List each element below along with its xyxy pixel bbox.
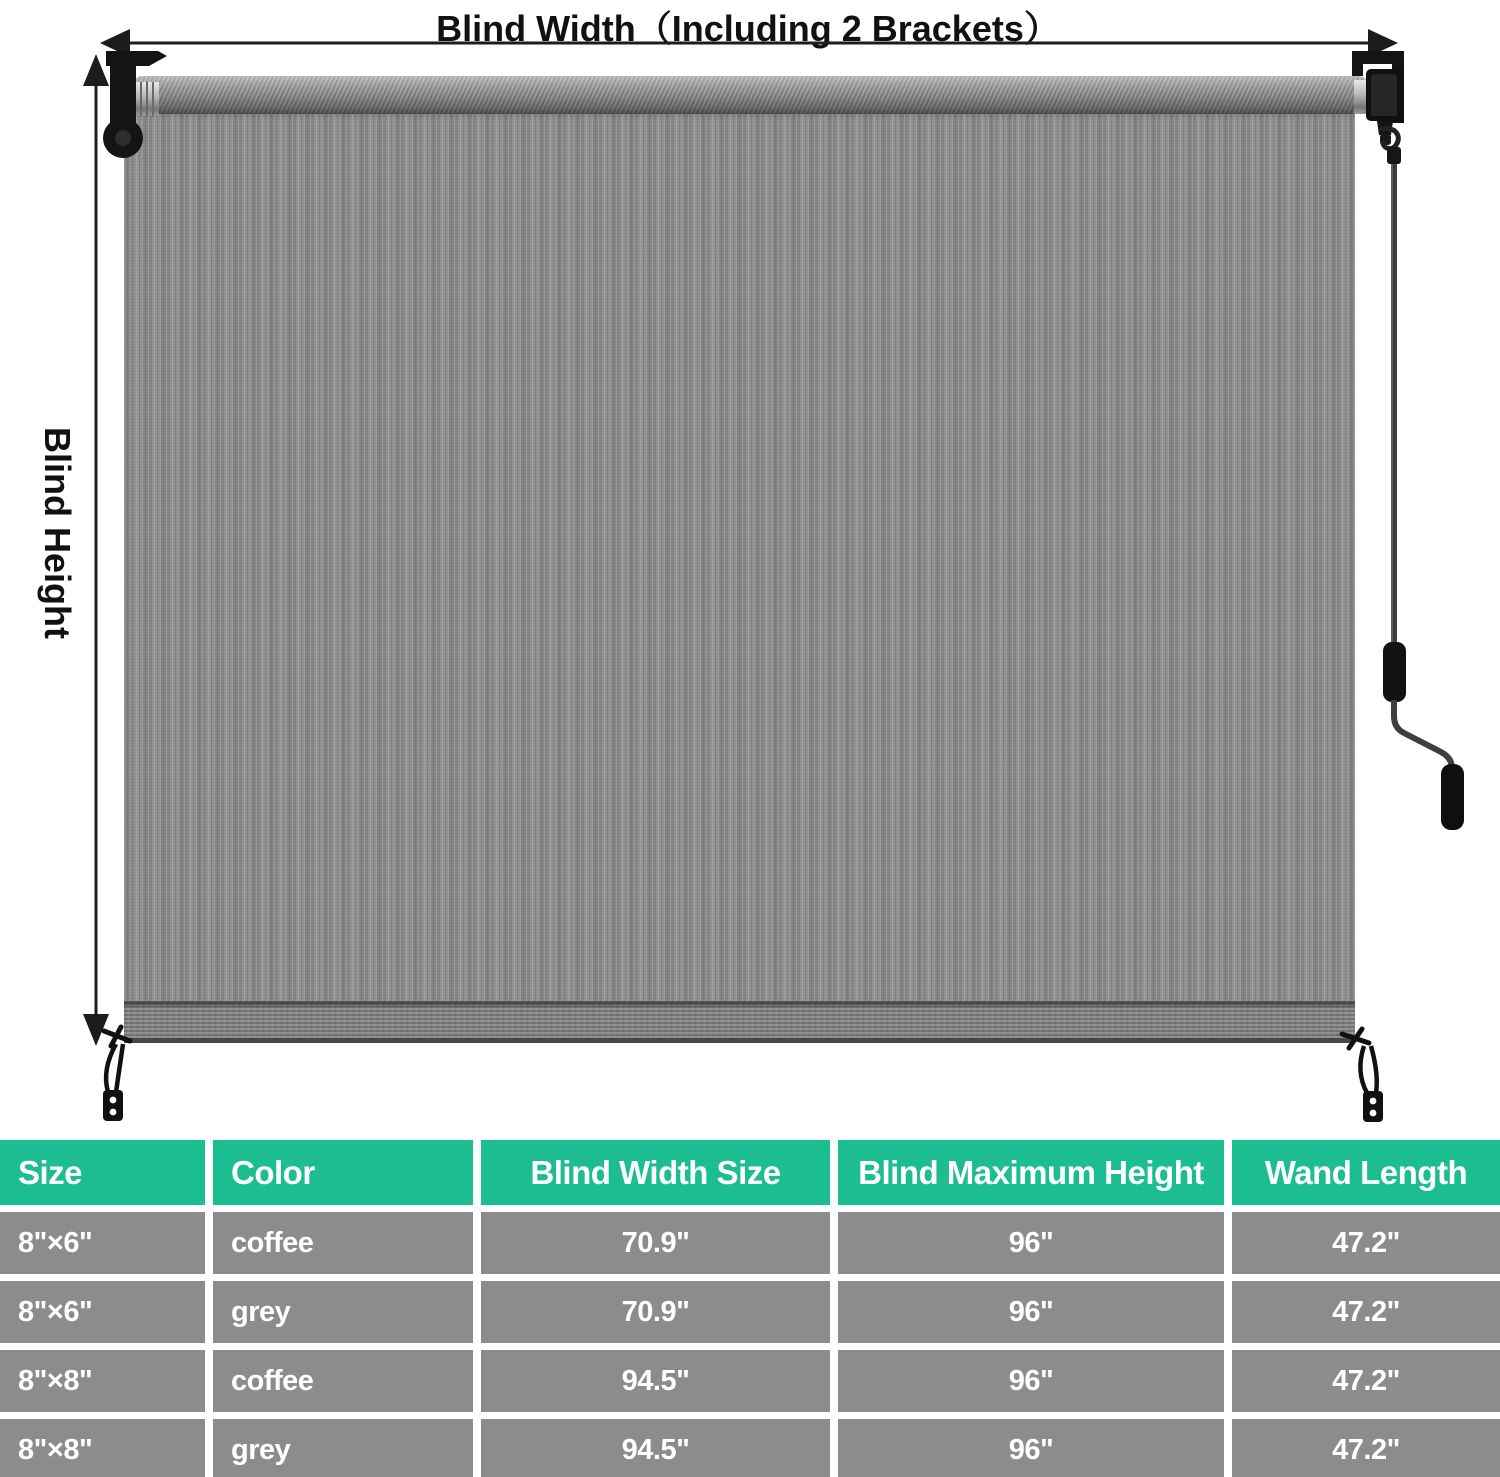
- cell-wand: 47.2": [1232, 1419, 1500, 1477]
- cell-width: 70.9": [481, 1281, 830, 1343]
- cell-size: 8"×6": [0, 1212, 205, 1274]
- cell-width: 94.5": [481, 1419, 830, 1477]
- blind-width-label: Blind Width（Including 2 Brackets）: [436, 8, 1060, 49]
- header-blind-maximum-height: Blind Maximum Height: [838, 1140, 1224, 1205]
- cell-color: coffee: [213, 1212, 473, 1274]
- blind-fabric-panel: [124, 108, 1355, 1005]
- cell-height: 96": [838, 1350, 1224, 1412]
- crank-wand: [1383, 147, 1464, 830]
- hem-bar: [124, 1001, 1355, 1043]
- blind-height-label: Blind Height: [37, 427, 78, 639]
- cell-color: grey: [213, 1419, 473, 1477]
- header-size: Size: [0, 1140, 205, 1205]
- cell-height: 96": [838, 1212, 1224, 1274]
- cell-height: 96": [838, 1281, 1224, 1343]
- header-blind-width-size: Blind Width Size: [481, 1140, 830, 1205]
- cell-width: 70.9": [481, 1212, 830, 1274]
- cell-size: 8"×8": [0, 1419, 205, 1477]
- cell-wand: 47.2": [1232, 1281, 1500, 1343]
- cell-size: 8"×6": [0, 1281, 205, 1343]
- header-color: Color: [213, 1140, 473, 1205]
- cell-wand: 47.2": [1232, 1212, 1500, 1274]
- spec-table: [0, 1140, 1500, 1477]
- header-wand-length: Wand Length: [1232, 1140, 1500, 1205]
- roller-tube: [133, 76, 1368, 114]
- cell-wand: 47.2": [1232, 1350, 1500, 1412]
- cell-color: coffee: [213, 1350, 473, 1412]
- cell-width: 94.5": [481, 1350, 830, 1412]
- cell-size: 8"×8": [0, 1350, 205, 1412]
- cell-height: 96": [838, 1419, 1224, 1477]
- height-arrow: [83, 54, 109, 1046]
- cell-color: grey: [213, 1281, 473, 1343]
